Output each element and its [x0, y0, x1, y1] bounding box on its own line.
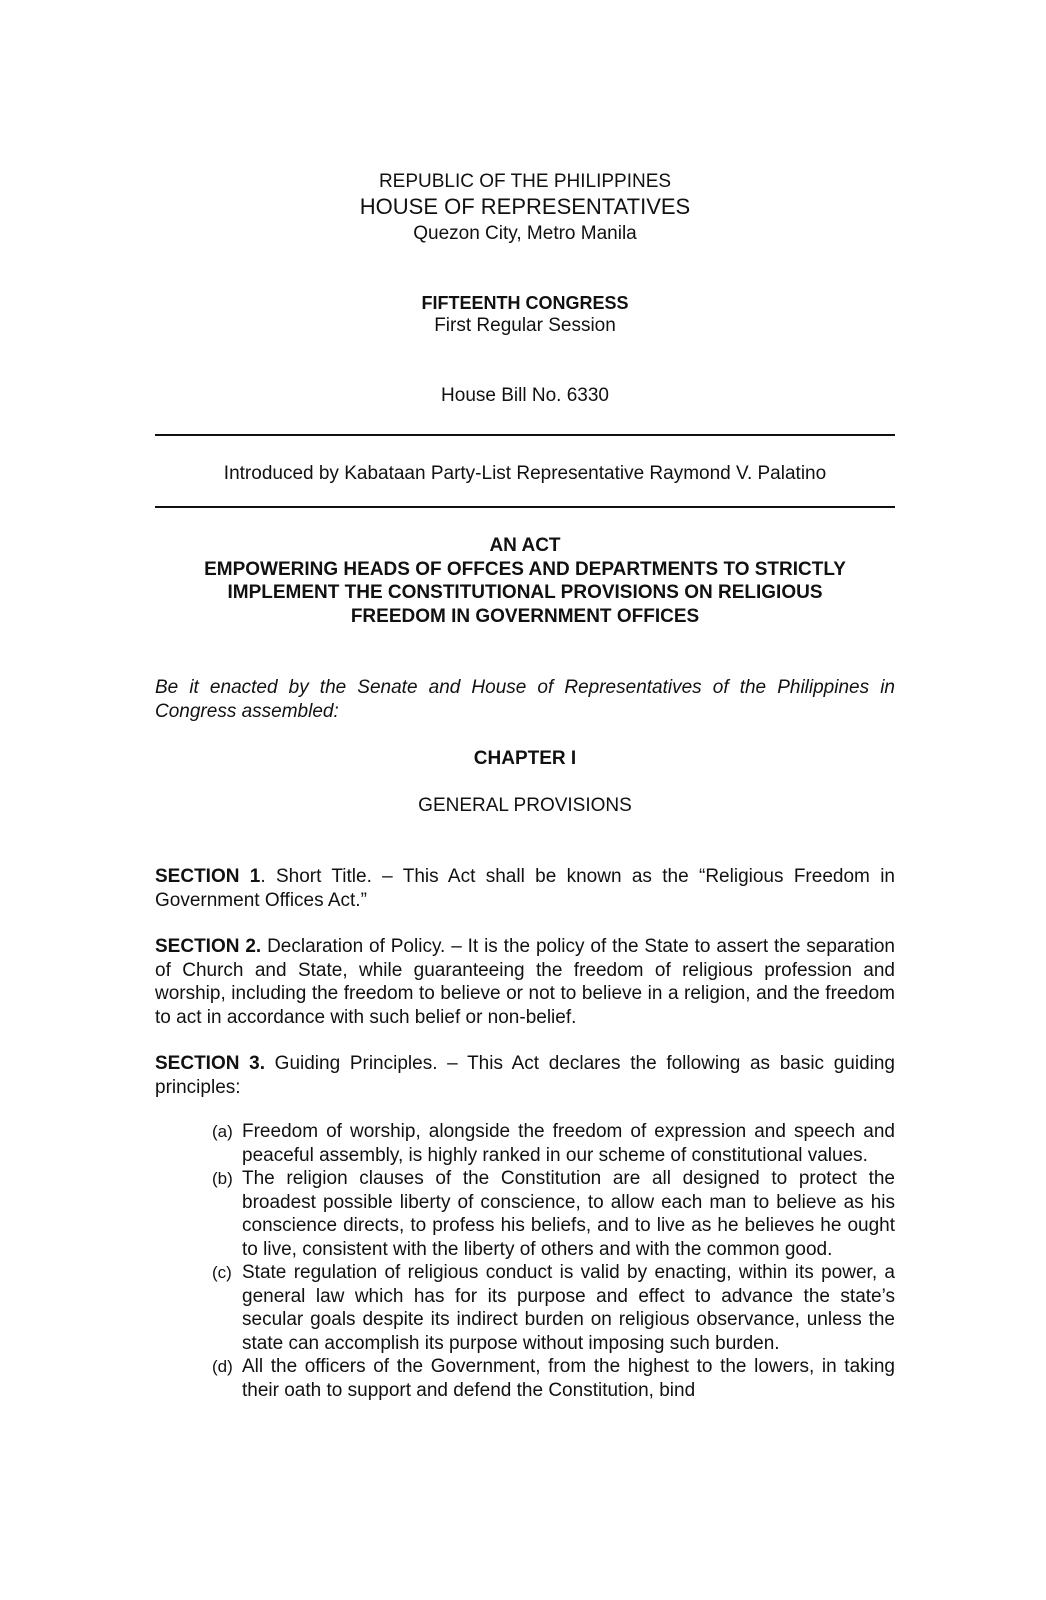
list-marker: (d) [212, 1357, 233, 1376]
list-item [212, 1167, 895, 1261]
chapter-heading: CHAPTER I [473, 748, 577, 769]
act-title-line: IMPLEMENT THE CONSTITUTIONAL PROVISIONS ON RELIGIOUS [227, 582, 823, 603]
section-label: SECTION 1 [155, 866, 261, 887]
chapter-subtitle: GENERAL PROVISIONS [418, 795, 632, 816]
section-3 [155, 1052, 895, 1099]
list-item-text: Freedom of worship, alongside the freedom of expression and speech and peaceful assembly, is highly ranked in our scheme of constitutional values. [242, 1121, 895, 1166]
congress-heading: FIFTEENTH CONGRESS [421, 293, 629, 313]
city-line: Quezon City, Metro Manila [413, 223, 637, 244]
republic-heading: REPUBLIC OF THE PHILIPPINES [378, 171, 672, 192]
list-item [212, 1261, 895, 1355]
introduced-by: Introduced by Kabataan Party-List Representative Raymond V. Palatino [223, 463, 827, 484]
list-item [212, 1355, 895, 1402]
section-text: Guiding Principles. – This Act declares the following as basic guiding principles: [155, 1053, 896, 1098]
act-label: AN ACT [489, 535, 561, 556]
bottom-divider [155, 506, 895, 508]
section-text: Declaration of Policy. – It is the policy of the State to assert the separation of Church and State, while guaranteeing the freedom of religious profession and worship, including the freedom to believe or not to believe in a religion, and the freedom to act in accordance with such belief or non-belief. [155, 936, 896, 1028]
section-2 [155, 935, 895, 1029]
list-marker: (a) [212, 1122, 233, 1141]
section-label: SECTION 3. [155, 1053, 265, 1074]
house-heading: HOUSE OF REPRESENTATIVES [359, 194, 691, 219]
act-title-line: EMPOWERING HEADS OF OFFCES AND DEPARTMENTS TO STRICTLY [204, 558, 846, 580]
session-line: First Regular Session [434, 315, 616, 336]
list-item-text: All the officers of the Government, from the highest to the lowers, in taking their oath to support and defend the Constitution, bind [242, 1356, 895, 1401]
section-1 [155, 865, 895, 912]
guiding-principles-list [212, 1120, 895, 1402]
section-label: SECTION 2. [155, 936, 262, 957]
section-text: . Short Title. – This Act shall be known as the “Religious Freedom in Government Offices Act.” [155, 866, 895, 911]
list-item [212, 1120, 895, 1167]
list-item-text: State regulation of religious conduct is valid by enacting, within its power, a general law which has for its purpose and effect to advance the state’s secular goals despite its indirect burden on religious observance, unless the state can accomplish its purpose without imposing such burden. [242, 1262, 895, 1354]
bill-number: House Bill No. 6330 [441, 385, 609, 406]
list-item-text: The religion clauses of the Constitution are all designed to protect the broadest possible liberty of conscience, to allow each man to believe as his conscience directs, to profess his beliefs, and to live as he believes he ought to live, consistent with the liberty of others and with the common good. [242, 1168, 895, 1260]
act-title-line: FREEDOM IN GOVERNMENT OFFICES [350, 605, 700, 627]
enacting-clause: Be it enacted by the Senate and House of Representatives of the Philippines in Congress assembled: [155, 677, 895, 722]
act-title [155, 534, 895, 628]
top-divider [155, 434, 895, 436]
list-marker: (c) [212, 1263, 232, 1282]
list-marker: (b) [212, 1169, 233, 1188]
